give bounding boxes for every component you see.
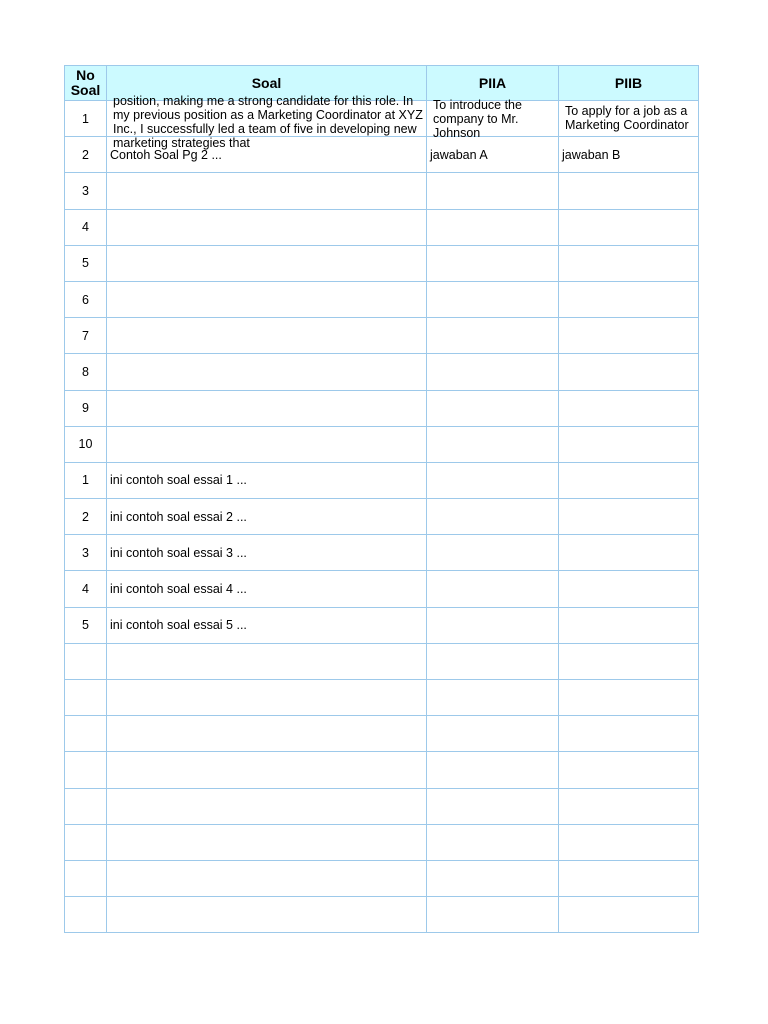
cell-piib[interactable] (559, 752, 699, 788)
cell-no[interactable] (65, 680, 107, 716)
table-row (65, 318, 699, 354)
table-row (65, 101, 699, 137)
cell-piia[interactable] (427, 281, 559, 317)
cell-no[interactable] (65, 752, 107, 788)
cell-piib[interactable] (559, 426, 699, 462)
cell-piia[interactable] (427, 173, 559, 209)
cell-piib-text: To apply for a job as a Marketing Coordinator (565, 104, 689, 133)
table-row (65, 535, 699, 571)
cell-no[interactable]: 8 (65, 354, 107, 390)
cell-no[interactable]: 5 (65, 245, 107, 281)
cell-soal[interactable] (107, 788, 427, 824)
cell-piia[interactable] (427, 680, 559, 716)
cell-no[interactable] (65, 824, 107, 860)
cell-piib[interactable] (559, 788, 699, 824)
table-row (65, 788, 699, 824)
cell-piia[interactable] (427, 209, 559, 245)
cell-piib[interactable] (559, 281, 699, 317)
cell-soal[interactable] (107, 643, 427, 679)
cell-piib[interactable] (559, 535, 699, 571)
table-row (65, 571, 699, 607)
cell-soal[interactable] (107, 824, 427, 860)
cell-piia[interactable] (427, 607, 559, 643)
cell-soal[interactable] (107, 281, 427, 317)
table-row (65, 680, 699, 716)
cell-soal[interactable] (107, 860, 427, 896)
cell-soal[interactable] (107, 209, 427, 245)
cell-piia[interactable]: jawaban A (427, 137, 559, 173)
cell-piib[interactable] (559, 245, 699, 281)
cell-soal[interactable] (107, 680, 427, 716)
cell-piia[interactable] (427, 98, 559, 141)
cell-no[interactable]: 7 (65, 318, 107, 354)
cell-soal[interactable]: ini contoh soal essai 1 ... (107, 462, 427, 498)
table-row (65, 173, 699, 209)
question-table (64, 65, 699, 933)
cell-piib[interactable] (559, 571, 699, 607)
table-row (65, 716, 699, 752)
cell-no[interactable]: 2 (65, 499, 107, 535)
cell-soal[interactable] (107, 173, 427, 209)
table-row (65, 824, 699, 860)
cell-piia[interactable] (427, 860, 559, 896)
cell-piib[interactable] (559, 824, 699, 860)
table-row (65, 643, 699, 679)
cell-piib[interactable] (559, 499, 699, 535)
cell-piia[interactable] (427, 318, 559, 354)
cell-soal[interactable]: ini contoh soal essai 4 ... (107, 571, 427, 607)
cell-no[interactable]: 4 (65, 571, 107, 607)
cell-no[interactable] (65, 788, 107, 824)
cell-piib[interactable] (559, 209, 699, 245)
cell-piia[interactable] (427, 571, 559, 607)
table-row (65, 897, 699, 933)
table-row (65, 426, 699, 462)
cell-no[interactable]: 5 (65, 607, 107, 643)
cell-no[interactable]: 3 (65, 535, 107, 571)
table-row (65, 390, 699, 426)
cell-piia[interactable] (427, 643, 559, 679)
cell-soal[interactable] (107, 354, 427, 390)
header-no-soal-label: No Soal (70, 67, 101, 98)
cell-no[interactable]: 10 (65, 426, 107, 462)
cell-piia[interactable] (427, 788, 559, 824)
table-row (65, 462, 699, 498)
cell-piib[interactable] (559, 101, 699, 137)
table-row (65, 499, 699, 535)
cell-soal[interactable] (107, 897, 427, 933)
cell-piia-text: To introduce the company to Mr. Johnson (433, 98, 522, 141)
cell-no[interactable] (65, 716, 107, 752)
cell-soal[interactable] (107, 390, 427, 426)
cell-piia[interactable] (427, 535, 559, 571)
table-row (65, 860, 699, 896)
cell-no[interactable]: 1 (65, 462, 107, 498)
cell-piib[interactable] (559, 860, 699, 896)
cell-soal[interactable]: ini contoh soal essai 2 ... (107, 499, 427, 535)
header-no-soal (65, 66, 107, 101)
cell-piib[interactable] (559, 173, 699, 209)
cell-piia[interactable] (427, 245, 559, 281)
question-sheet (64, 65, 699, 933)
table-row (65, 354, 699, 390)
table-row (65, 607, 699, 643)
cell-piib[interactable] (559, 716, 699, 752)
header-soal: Soal (107, 66, 427, 101)
table-row (65, 209, 699, 245)
cell-soal[interactable] (107, 245, 427, 281)
cell-soal[interactable] (107, 716, 427, 752)
cell-no[interactable]: 6 (65, 281, 107, 317)
cell-no[interactable]: 4 (65, 209, 107, 245)
cell-piib[interactable]: jawaban B (559, 137, 699, 173)
cell-no[interactable]: 1 (65, 101, 107, 137)
cell-piia[interactable] (427, 499, 559, 535)
cell-soal[interactable] (107, 94, 427, 151)
cell-soal[interactable] (107, 426, 427, 462)
cell-piia[interactable] (427, 462, 559, 498)
cell-piia[interactable] (427, 354, 559, 390)
cell-piia[interactable] (427, 897, 559, 933)
header-piia: PIIA (427, 66, 559, 101)
header-piib: PIIB (559, 66, 699, 101)
cell-no[interactable]: 3 (65, 173, 107, 209)
cell-soal-text: position, making me a strong candidate for this role. In my previous position as a Marketing Coordinator at XYZ Inc., I successfully led a team of five in developing new marketing strategies that (113, 94, 423, 151)
cell-piib[interactable] (559, 680, 699, 716)
cell-piib[interactable] (559, 390, 699, 426)
cell-piia[interactable] (427, 390, 559, 426)
cell-piib[interactable] (559, 318, 699, 354)
cell-soal[interactable]: Contoh Soal Pg 2 ... (107, 137, 427, 173)
cell-no[interactable]: 2 (65, 137, 107, 173)
cell-piia[interactable] (427, 824, 559, 860)
cell-soal[interactable]: ini contoh soal essai 3 ... (107, 535, 427, 571)
cell-no[interactable]: 9 (65, 390, 107, 426)
cell-soal[interactable]: ini contoh soal essai 5 ... (107, 607, 427, 643)
table-row (65, 281, 699, 317)
cell-piib[interactable] (559, 462, 699, 498)
cell-piia[interactable] (427, 716, 559, 752)
cell-soal[interactable] (107, 752, 427, 788)
cell-no[interactable] (65, 860, 107, 896)
cell-piia[interactable] (427, 426, 559, 462)
table-row (65, 245, 699, 281)
cell-no[interactable] (65, 897, 107, 933)
cell-piib[interactable] (559, 354, 699, 390)
table-row (65, 752, 699, 788)
cell-piib[interactable] (559, 643, 699, 679)
cell-piia[interactable] (427, 752, 559, 788)
cell-piib[interactable] (559, 897, 699, 933)
cell-soal[interactable] (107, 318, 427, 354)
cell-no[interactable] (65, 643, 107, 679)
cell-piib[interactable] (559, 607, 699, 643)
